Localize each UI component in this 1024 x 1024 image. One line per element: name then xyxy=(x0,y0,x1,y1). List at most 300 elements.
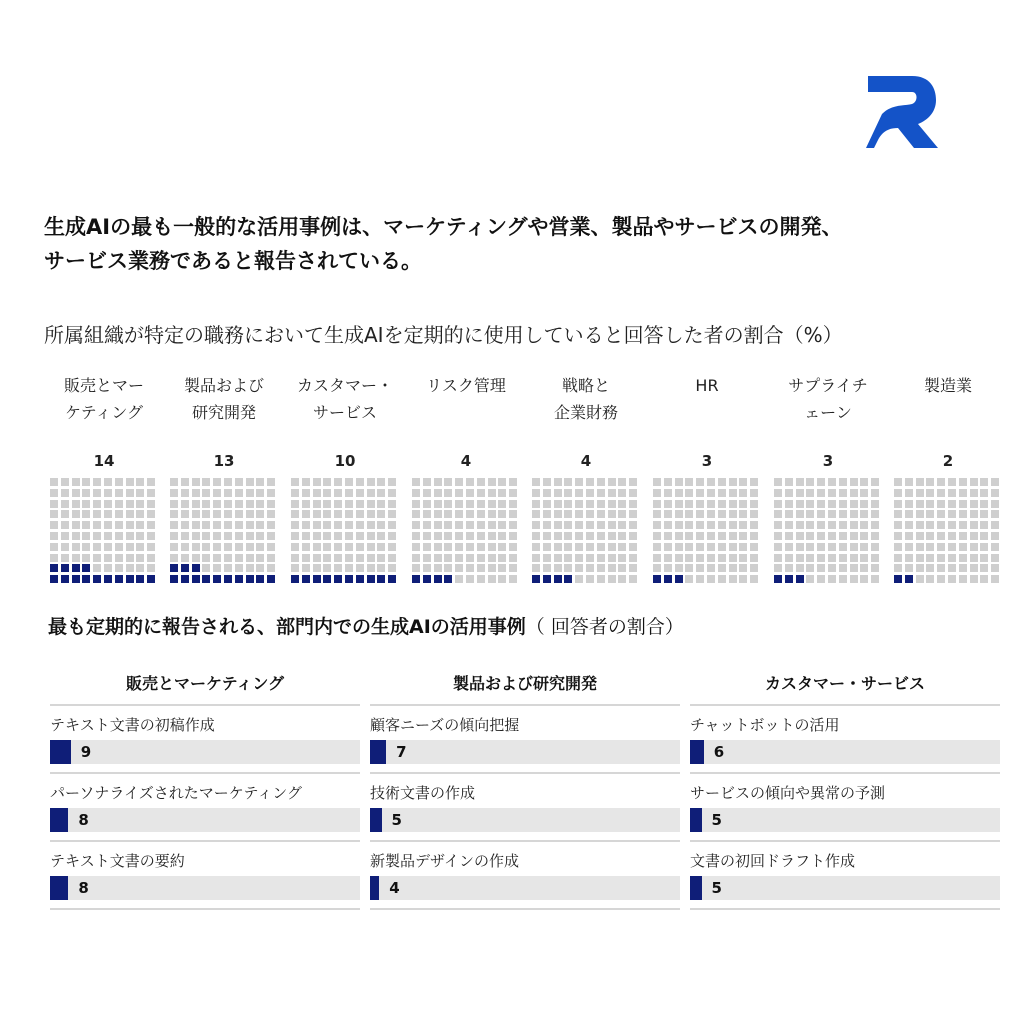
waffle-cell-empty xyxy=(618,532,626,540)
waffle-value-label: 3 xyxy=(822,452,834,470)
waffle-cell-empty xyxy=(256,489,264,497)
waffle-cell-empty xyxy=(871,489,879,497)
waffle-cell-empty xyxy=(267,532,275,540)
usecase-bar-track xyxy=(370,808,680,832)
waffle-cell-empty xyxy=(136,510,144,518)
waffle-cell-empty xyxy=(181,521,189,529)
waffle-cell-empty xyxy=(871,510,879,518)
waffle-cell-empty xyxy=(586,500,594,508)
waffle-cell-empty xyxy=(498,554,506,562)
waffle-grid xyxy=(894,478,1002,586)
waffle-grid xyxy=(653,478,761,586)
waffle-cell-empty xyxy=(796,478,804,486)
waffle-cell-empty xyxy=(202,532,210,540)
waffle-cell-empty xyxy=(894,543,902,551)
waffle-cell-empty xyxy=(828,500,836,508)
waffle-cell-empty xyxy=(991,564,999,572)
waffle-cell-empty xyxy=(477,554,485,562)
waffle-cell-empty xyxy=(334,532,342,540)
waffle-cell-empty xyxy=(959,521,967,529)
waffle-cell-empty xyxy=(235,532,243,540)
waffle-cell-filled xyxy=(653,575,661,583)
waffle-cell-empty xyxy=(488,489,496,497)
waffle-cell-filled xyxy=(235,575,243,583)
waffle-cell-empty xyxy=(696,575,704,583)
waffle-cell-filled xyxy=(367,575,375,583)
waffle-cell-empty xyxy=(323,521,331,529)
waffle-cell-empty xyxy=(477,532,485,540)
waffle-category-label: 製造業 xyxy=(923,376,972,395)
waffle-cell-empty xyxy=(213,510,221,518)
waffle-cell-empty xyxy=(806,564,814,572)
waffle-cell-empty xyxy=(860,510,868,518)
waffle-cell-empty xyxy=(991,510,999,518)
waffle-cell-empty xyxy=(224,510,232,518)
waffle-cell-empty xyxy=(498,478,506,486)
waffle-cell-empty xyxy=(948,521,956,529)
waffle-cell-empty xyxy=(597,543,605,551)
waffle-cell-empty xyxy=(564,489,572,497)
waffle-cell-empty xyxy=(916,564,924,572)
waffle-cell-empty xyxy=(970,510,978,518)
waffle-cell-empty xyxy=(509,575,517,583)
waffle-cell-empty xyxy=(224,532,232,540)
waffle-cell-empty xyxy=(377,543,385,551)
waffle-cell-empty xyxy=(61,554,69,562)
usecase-label: パーソナライズされたマーケティング xyxy=(50,784,303,802)
waffle-cell-empty xyxy=(235,564,243,572)
waffle-cell-empty xyxy=(267,510,275,518)
usecase-label: 新製品デザインの作成 xyxy=(370,852,519,870)
waffle-cell-empty xyxy=(455,521,463,529)
waffle-cell-empty xyxy=(136,489,144,497)
waffle-cell-empty xyxy=(564,521,572,529)
waffle-cell-empty xyxy=(653,500,661,508)
waffle-cell-empty xyxy=(532,500,540,508)
waffle-cell-empty xyxy=(685,478,693,486)
waffle-cell-empty xyxy=(718,554,726,562)
waffle-cell-empty xyxy=(192,489,200,497)
waffle-cell-empty xyxy=(707,543,715,551)
usecase-row xyxy=(690,774,1000,842)
waffle-cell-empty xyxy=(937,543,945,551)
waffle-cell-empty xyxy=(905,500,913,508)
waffle-cell-empty xyxy=(334,543,342,551)
waffle-cell-empty xyxy=(509,554,517,562)
waffle-cell-empty xyxy=(806,500,814,508)
waffle-cell-empty xyxy=(629,489,637,497)
waffle-cell-empty xyxy=(750,478,758,486)
waffle-cell-empty xyxy=(498,532,506,540)
waffle-cell-empty xyxy=(543,532,551,540)
usecase-bar xyxy=(50,876,68,900)
waffle-cell-empty xyxy=(388,489,396,497)
waffle-cell-empty xyxy=(509,489,517,497)
waffle-cell-empty xyxy=(707,575,715,583)
waffle-cell-empty xyxy=(423,478,431,486)
waffle-cell-empty xyxy=(147,478,155,486)
waffle-cell-filled xyxy=(334,575,342,583)
waffle-cell-empty xyxy=(82,532,90,540)
waffle-cell-empty xyxy=(93,554,101,562)
waffle-cell-empty xyxy=(202,478,210,486)
waffle-grid xyxy=(774,478,882,586)
usecase-value-label: 5 xyxy=(711,879,722,897)
waffle-cell-empty xyxy=(115,510,123,518)
usecase-bar-track xyxy=(690,808,1000,832)
waffle-cell-empty xyxy=(750,532,758,540)
usecase-label: 文書の初回ドラフト作成 xyxy=(690,852,856,870)
waffle-cell-empty xyxy=(170,554,178,562)
waffle-cell-empty xyxy=(444,478,452,486)
waffle-cell-empty xyxy=(980,564,988,572)
waffle-cell-empty xyxy=(675,478,683,486)
waffle-cell-empty xyxy=(894,521,902,529)
waffle-cell-empty xyxy=(828,489,836,497)
waffle-cell-empty xyxy=(291,489,299,497)
waffle-cell-filled xyxy=(785,575,793,583)
waffle-cell-empty xyxy=(653,489,661,497)
waffle-cell-empty xyxy=(356,489,364,497)
waffle-cell-empty xyxy=(356,532,364,540)
waffle-cell-empty xyxy=(586,543,594,551)
waffle-cell-empty xyxy=(916,532,924,540)
waffle-cell-empty xyxy=(367,554,375,562)
waffle-cell-empty xyxy=(82,543,90,551)
waffle-cell-empty xyxy=(72,510,80,518)
waffle-cell-empty xyxy=(796,554,804,562)
waffle-chart-title: 所属組織が特定の職務において生成AIを定期的に使用していると回答した者の割合（%） xyxy=(44,323,843,347)
waffle-cell-empty xyxy=(104,532,112,540)
waffle-cell-empty xyxy=(564,500,572,508)
waffle-cell-empty xyxy=(959,478,967,486)
waffle-cell-empty xyxy=(147,554,155,562)
waffle-cell-empty xyxy=(50,489,58,497)
waffle-cell-empty xyxy=(313,489,321,497)
waffle-cell-empty xyxy=(302,521,310,529)
waffle-cell-filled xyxy=(388,575,396,583)
waffle-cell-empty xyxy=(586,489,594,497)
waffle-cell-empty xyxy=(256,532,264,540)
waffle-cell-empty xyxy=(256,543,264,551)
waffle-cell-empty xyxy=(388,500,396,508)
waffle-cell-empty xyxy=(718,510,726,518)
waffle-cell-empty xyxy=(707,554,715,562)
waffle-cell-empty xyxy=(147,543,155,551)
waffle-cell-empty xyxy=(916,478,924,486)
waffle-cell-empty xyxy=(718,521,726,529)
waffle-cell-empty xyxy=(564,564,572,572)
waffle-cell-empty xyxy=(377,510,385,518)
waffle-cell-empty xyxy=(509,564,517,572)
waffle-cell-empty xyxy=(916,554,924,562)
waffle-cell-empty xyxy=(126,478,134,486)
waffle-cell-empty xyxy=(466,532,474,540)
waffle-cell-empty xyxy=(970,543,978,551)
usecase-column xyxy=(50,664,360,910)
waffle-cell-empty xyxy=(785,554,793,562)
waffle-cell-empty xyxy=(224,478,232,486)
waffle-grid xyxy=(412,478,520,586)
waffle-cell-filled xyxy=(444,575,452,583)
waffle-cell-empty xyxy=(916,489,924,497)
waffle-cell-empty xyxy=(466,543,474,551)
waffle-cell-empty xyxy=(828,554,836,562)
waffle-cell-empty xyxy=(115,564,123,572)
waffle-cell-empty xyxy=(926,489,934,497)
waffle-cell-empty xyxy=(488,521,496,529)
waffle-cell-empty xyxy=(334,500,342,508)
waffle-grid xyxy=(50,478,158,586)
waffle-cell-empty xyxy=(291,564,299,572)
waffle-cell-filled xyxy=(267,575,275,583)
waffle-cell-empty xyxy=(796,532,804,540)
waffle-cell-empty xyxy=(235,489,243,497)
waffle-cell-empty xyxy=(345,478,353,486)
waffle-cell-empty xyxy=(937,500,945,508)
waffle-cell-empty xyxy=(707,500,715,508)
waffle-cell-empty xyxy=(926,500,934,508)
waffle-cell-empty xyxy=(345,554,353,562)
waffle-cell-empty xyxy=(664,532,672,540)
waffle-cell-empty xyxy=(488,554,496,562)
waffle-cell-empty xyxy=(608,543,616,551)
waffle-cell-empty xyxy=(412,564,420,572)
usecase-bar xyxy=(690,808,702,832)
waffle-cell-empty xyxy=(774,564,782,572)
waffle-cell-empty xyxy=(50,500,58,508)
waffle-cell-empty xyxy=(477,575,485,583)
waffle-cell-filled xyxy=(905,575,913,583)
waffle-cell-empty xyxy=(82,521,90,529)
usecase-bar-track xyxy=(50,740,360,764)
waffle-cell-empty xyxy=(323,564,331,572)
waffle-cell-empty xyxy=(93,543,101,551)
waffle-cell-empty xyxy=(267,489,275,497)
waffle-cell-empty xyxy=(356,478,364,486)
waffle-cell-empty xyxy=(597,554,605,562)
usecase-bar xyxy=(370,808,382,832)
waffle-cell-empty xyxy=(367,510,375,518)
waffle-cell-empty xyxy=(806,575,814,583)
waffle-cell-empty xyxy=(806,554,814,562)
waffle-cell-empty xyxy=(104,521,112,529)
waffle-cell-empty xyxy=(739,500,747,508)
waffle-cell-empty xyxy=(356,554,364,562)
waffle-cell-empty xyxy=(554,564,562,572)
waffle-cell-empty xyxy=(575,489,583,497)
waffle-cell-empty xyxy=(202,489,210,497)
waffle-cell-empty xyxy=(926,521,934,529)
waffle-cell-filled xyxy=(82,575,90,583)
waffle-cell-empty xyxy=(543,500,551,508)
waffle-cell-empty xyxy=(267,478,275,486)
waffle-cell-empty xyxy=(181,543,189,551)
waffle-cell-empty xyxy=(170,478,178,486)
waffle-cell-empty xyxy=(871,500,879,508)
waffle-cell-filled xyxy=(104,575,112,583)
waffle-cell-empty xyxy=(575,532,583,540)
waffle-cell-empty xyxy=(675,532,683,540)
waffle-cell-empty xyxy=(388,521,396,529)
waffle-cell-filled xyxy=(543,575,551,583)
waffle-cell-empty xyxy=(192,521,200,529)
waffle-cell-empty xyxy=(618,489,626,497)
waffle-cell-empty xyxy=(991,575,999,583)
waffle-cell-empty xyxy=(586,554,594,562)
waffle-cell-empty xyxy=(839,500,847,508)
waffle-category-label: リスク管理 xyxy=(426,376,506,395)
waffle-cell-empty xyxy=(718,543,726,551)
waffle-cell-empty xyxy=(850,478,858,486)
waffle-cell-empty xyxy=(653,564,661,572)
waffle-cell-empty xyxy=(871,543,879,551)
waffle-cell-empty xyxy=(302,564,310,572)
waffle-cell-empty xyxy=(629,510,637,518)
waffle-cell-empty xyxy=(653,554,661,562)
waffle-cell-empty xyxy=(181,489,189,497)
waffle-cell-empty xyxy=(170,489,178,497)
usecase-row xyxy=(370,842,680,910)
waffle-cell-empty xyxy=(739,575,747,583)
waffle-cell-empty xyxy=(980,554,988,562)
headline-line-2: サービス業務であると報告されている。 xyxy=(44,249,422,273)
waffle-cell-empty xyxy=(93,510,101,518)
waffle-cell-empty xyxy=(653,510,661,518)
waffle-cell-empty xyxy=(707,532,715,540)
waffle-cell-empty xyxy=(267,554,275,562)
waffle-cell-empty xyxy=(817,575,825,583)
waffle-cell-empty xyxy=(82,510,90,518)
waffle-cell-empty xyxy=(696,554,704,562)
waffle-cell-empty xyxy=(629,564,637,572)
waffle-cell-empty xyxy=(532,489,540,497)
waffle-cell-empty xyxy=(850,554,858,562)
waffle-cell-empty xyxy=(50,521,58,529)
waffle-cell-empty xyxy=(608,500,616,508)
waffle-cell-empty xyxy=(302,489,310,497)
waffle-cell-empty xyxy=(126,500,134,508)
usecase-value-label: 9 xyxy=(80,743,92,761)
waffle-cell-empty xyxy=(477,478,485,486)
waffle-cell-empty xyxy=(685,532,693,540)
waffle-cell-empty xyxy=(564,543,572,551)
waffle-cell-empty xyxy=(466,500,474,508)
usecase-value-label: 6 xyxy=(713,743,725,761)
waffle-cell-empty xyxy=(839,575,847,583)
waffle-cell-empty xyxy=(147,500,155,508)
waffle-cell-filled xyxy=(323,575,331,583)
usecase-row xyxy=(690,842,1000,910)
waffle-cell-empty xyxy=(729,564,737,572)
waffle-cell-empty xyxy=(850,489,858,497)
waffle-cell-filled xyxy=(313,575,321,583)
waffle-cell-empty xyxy=(554,489,562,497)
waffle-cell-empty xyxy=(543,478,551,486)
waffle-cell-empty xyxy=(498,510,506,518)
waffle-cell-empty xyxy=(839,489,847,497)
waffle-cell-empty xyxy=(224,564,232,572)
waffle-cell-empty xyxy=(532,564,540,572)
waffle-cell-empty xyxy=(970,521,978,529)
waffle-cell-empty xyxy=(839,532,847,540)
usecase-value-label: 8 xyxy=(78,811,89,829)
waffle-cell-empty xyxy=(444,489,452,497)
waffle-cell-empty xyxy=(72,554,80,562)
waffle-cell-empty xyxy=(509,500,517,508)
waffle-cell-empty xyxy=(675,543,683,551)
waffle-cell-empty xyxy=(564,478,572,486)
waffle-cell-empty xyxy=(543,489,551,497)
waffle-cell-empty xyxy=(50,554,58,562)
waffle-cell-empty xyxy=(423,500,431,508)
waffle-cell-empty xyxy=(948,478,956,486)
waffle-cell-empty xyxy=(543,521,551,529)
waffle-cell-empty xyxy=(718,575,726,583)
waffle-cell-empty xyxy=(291,500,299,508)
waffle-cell-filled xyxy=(532,575,540,583)
r-logo-icon xyxy=(866,74,938,150)
waffle-cell-empty xyxy=(850,521,858,529)
waffle-cell-empty xyxy=(498,521,506,529)
headline-line-1: 生成AIの最も一般的な活用事例は、マーケティングや営業、製品やサービスの開発、 xyxy=(44,215,843,239)
waffle-cell-empty xyxy=(498,500,506,508)
waffle-cell-empty xyxy=(61,489,69,497)
waffle-cell-empty xyxy=(894,478,902,486)
waffle-cell-empty xyxy=(586,510,594,518)
waffle-cell-empty xyxy=(785,510,793,518)
waffle-cell-empty xyxy=(729,575,737,583)
waffle-cell-empty xyxy=(444,554,452,562)
waffle-cell-empty xyxy=(991,478,999,486)
waffle-cell-empty xyxy=(739,532,747,540)
waffle-cell-filled xyxy=(796,575,804,583)
waffle-cell-empty xyxy=(750,554,758,562)
waffle-cell-empty xyxy=(785,521,793,529)
waffle-cell-empty xyxy=(937,564,945,572)
waffle-cell-empty xyxy=(664,564,672,572)
waffle-cell-empty xyxy=(618,521,626,529)
waffle-cell-empty xyxy=(235,500,243,508)
waffle-cell-empty xyxy=(750,500,758,508)
waffle-cell-empty xyxy=(192,500,200,508)
waffle-cell-empty xyxy=(412,521,420,529)
waffle-cell-empty xyxy=(192,543,200,551)
usecase-value-label: 5 xyxy=(711,811,722,829)
waffle-cell-empty xyxy=(235,543,243,551)
waffle-cell-empty xyxy=(202,500,210,508)
waffle-cell-empty xyxy=(61,543,69,551)
waffle-cell-empty xyxy=(246,478,254,486)
waffle-cell-filled xyxy=(423,575,431,583)
waffle-cell-empty xyxy=(806,543,814,551)
waffle-cell-empty xyxy=(586,478,594,486)
waffle-cell-empty xyxy=(926,575,934,583)
waffle-cell-empty xyxy=(554,543,562,551)
waffle-cell-empty xyxy=(618,510,626,518)
waffle-cell-empty xyxy=(423,554,431,562)
waffle-cell-empty xyxy=(147,564,155,572)
waffle-cell-empty xyxy=(423,521,431,529)
waffle-cell-empty xyxy=(554,532,562,540)
waffle-cell-empty xyxy=(291,532,299,540)
waffle-cell-empty xyxy=(707,564,715,572)
waffle-cell-filled xyxy=(246,575,254,583)
waffle-cell-empty xyxy=(828,575,836,583)
waffle-value-label: 2 xyxy=(942,452,954,470)
waffle-cell-empty xyxy=(246,543,254,551)
waffle-cell-empty xyxy=(959,500,967,508)
